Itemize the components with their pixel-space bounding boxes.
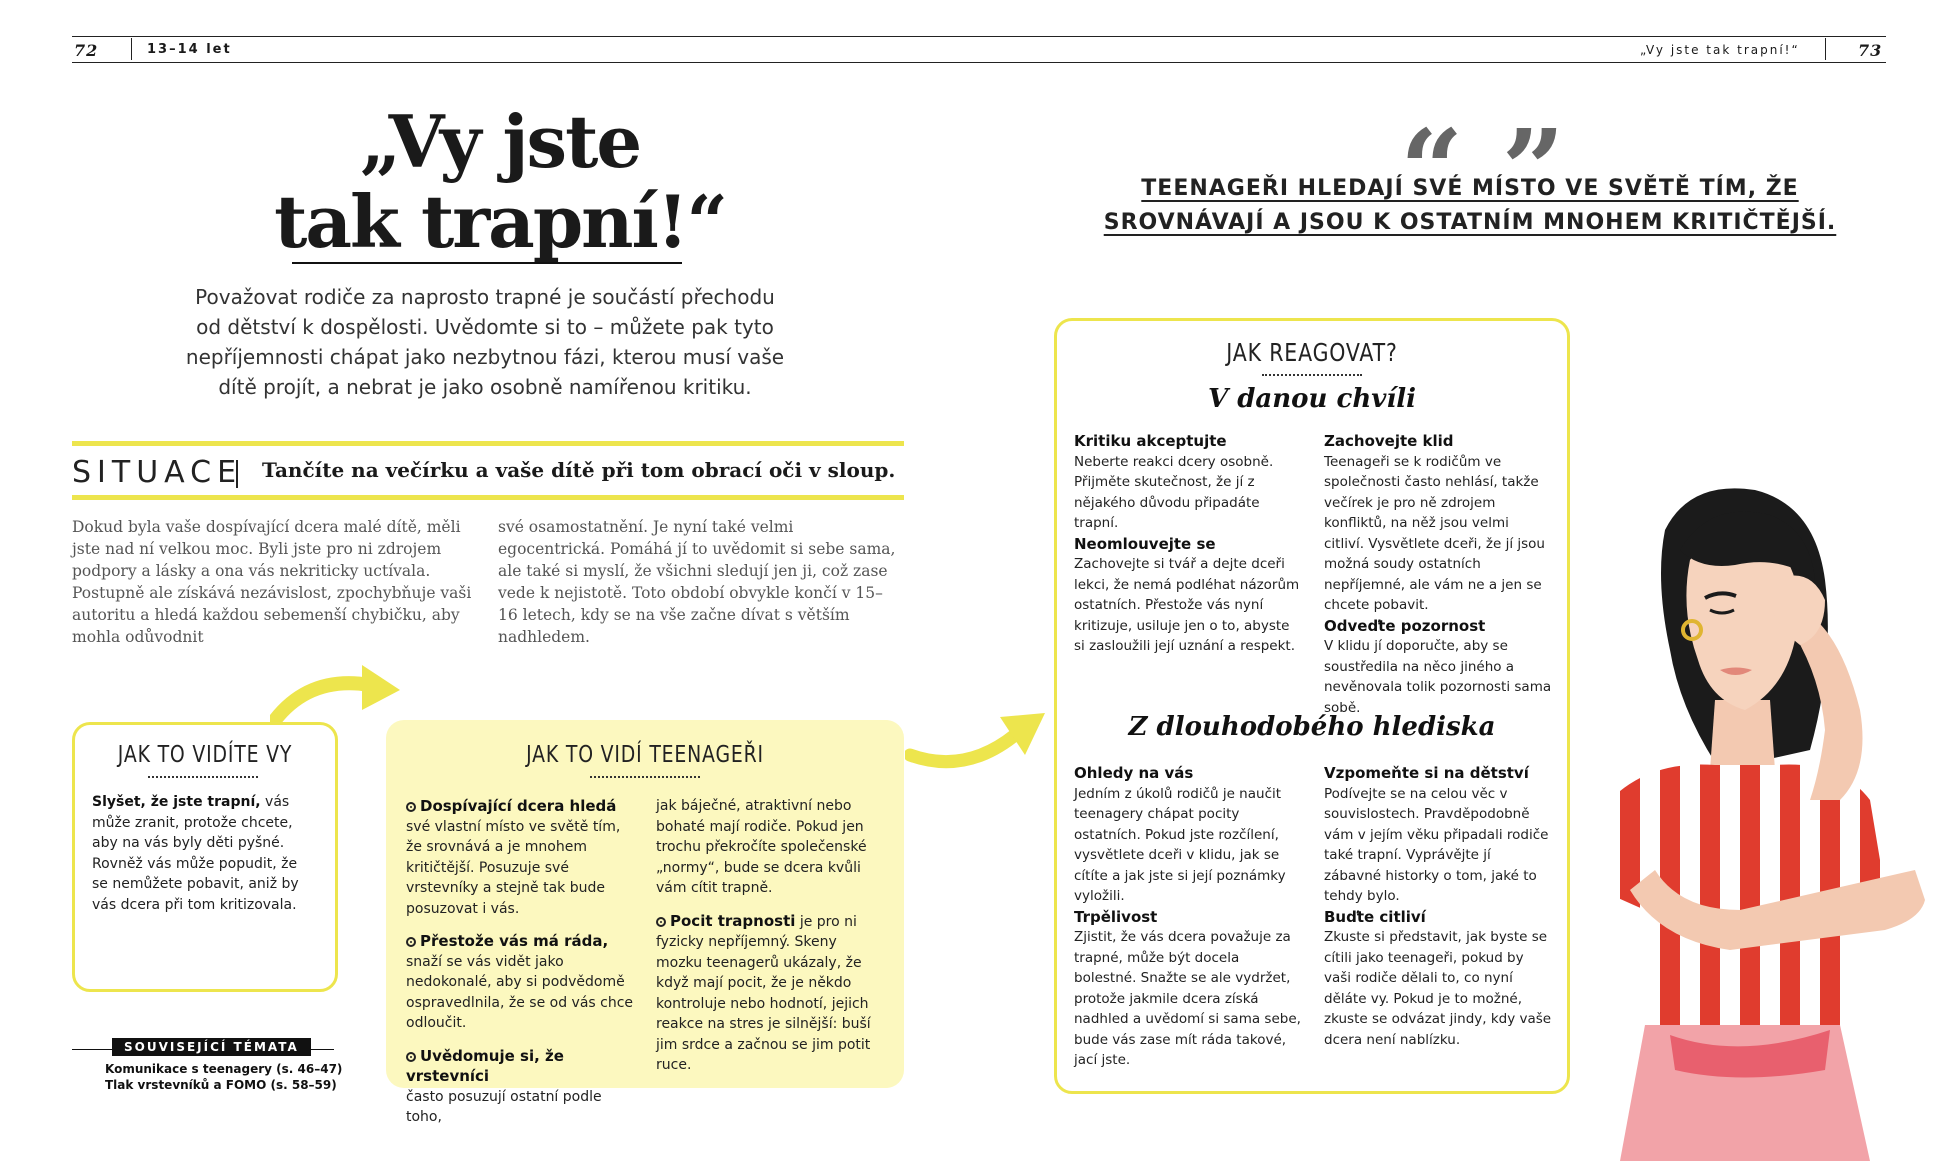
right-running-title: „Vy jste tak trapní!“ [1640, 43, 1800, 57]
pull-quote: TEENAGEŘI HLEDAJÍ SVÉ MÍSTO VE SVĚTĚ TÍM, ŽE SROVNÁVAJÍ A JSOU K OSTATNÍM MNOHEM KRITIČTĚJŠÍ. [1103, 176, 1837, 235]
jak-vidi-item [406, 1046, 638, 1128]
header-rule-top [72, 36, 1886, 37]
jak-vidi-rule [590, 776, 700, 778]
react-item [1324, 763, 1552, 907]
page-title-line-2: tak trapní!“ [274, 179, 726, 264]
jak-vidi-item-title [406, 1046, 638, 1087]
react-item [1074, 534, 1302, 657]
react-item-title: Kritiku akceptujte [1074, 432, 1227, 450]
bullet-icon [406, 937, 416, 947]
react-item [1324, 431, 1552, 616]
react-item-title: Buďte citliví [1324, 907, 1426, 926]
react-item [1324, 616, 1552, 719]
react-item-title: Ohledy na vás [1074, 764, 1194, 782]
react-now-col-2 [1324, 431, 1552, 718]
jak-vidi-item-title [406, 931, 638, 952]
bullet-icon [406, 1052, 416, 1062]
jak-vidite-bold: Slyšet, že jste trapní, [92, 794, 261, 810]
jak-vidi-item [656, 911, 886, 1076]
situace-column-1: Dokud byla vaše dospívající dcera malé dítě, měli jste nad ní velkou moc. Byli jste pro ni zdrojem podpory a lásky a ona vás nekriticky uctívala. Postupně ale získává nezávislost, zpochybňuje vaši autoritu a hledá každou sebemenší chybičku, aby mohla odůvodnit [72, 518, 472, 646]
related-label: SOUVISEJÍCÍ TÉMATA [112, 1038, 311, 1056]
jak-vidite-rule [148, 776, 258, 778]
react-item-text: Teenageři se k rodičům ve společnosti často nehlásí, takže večírek je pro ně zdrojem konfliktů, na něž jsou velmi citliví. Vysvětlete dceři, že jí jsou možná soudy ostatních nepříjemné, ale vám ne a jen se chcete pobavit. [1324, 453, 1545, 613]
page-title [260, 99, 740, 264]
react-item-title: Neomlouvejte se [1074, 534, 1216, 553]
jak-vidi-item-bold: Pocit trapnosti [670, 911, 796, 930]
situace-column-2: své osamostatnění. Je nyní také velmi egocentrická. Pomáhá jí to uvědomit si sebe sama, ale také si myslí, že všichni sledují jen ji, což zase vede k nejistotě. Toto období obvykle končí v 15–16 letech, kdy se na vše začne dívat s větším nadhledem. [498, 518, 896, 646]
react-item [1074, 907, 1302, 1071]
jak-vidi-col-1 [406, 796, 638, 1128]
react-long-col-1 [1074, 763, 1302, 1071]
react-item-title: Vzpomeňte si na dětství [1324, 764, 1529, 782]
jak-vidi-col2-text: jak báječné, atraktivní nebo bohaté mají rodiče. Pokud jen trochu překročíte společenské „normy“, bude se dcera kvůli vám cítit trapně. [656, 798, 867, 896]
jak-vidi-item-bold: Přestože vás má ráda, [420, 932, 609, 950]
react-item-text: V klidu jí doporučte, aby se soustředila na něco jiného a nevěnovala tolik pozornosti sama sobě. [1324, 638, 1552, 716]
react-item-text: Jedním z úkolů rodičů je naučit teenagery chápat pocity ostatních. Pokud jste rozčílení, vysvětlete dceři v klidu, jak se cítíte a jak jste si její poznámky vyložili. [1074, 785, 1286, 904]
jak-vidi-item-title [406, 796, 638, 817]
intro-paragraph: Považovat rodiče za naprosto trapné je součástí přechodu od dětství k dospělosti. Uvědomte si to – můžete pak tyto nepříjemnosti chápat jako nezbytnou fázi, kterou musí vaše dítě projít, a nebrat je jako osobně namířenou kritiku. [185, 285, 785, 399]
react-item-text: Podívejte se na celou věc v souvislostech. Pravděpodobně vám v jejím věku připadali rodiče také trapní. Vyprávějte jí zábavné historky o tom, jaké to tehdy bylo. [1324, 785, 1549, 904]
react-long-heading: Z dlouhodobého hlediska [1128, 712, 1496, 742]
jak-vidite-body: vás může zranit, protože chcete, aby na vás byly děti pyšné. Rovněž vás může popudit, že se nemůžete pobavit, aniž by vás dcera při tom kritizovala. [92, 794, 299, 913]
header-divider-left [131, 38, 132, 60]
jak-vidi-item-text: své vlastní místo ve světě tím, že srovnává a je mnohem kritičtější. Posuzuje své vrstevníky a stejně tak bude posuzovat i vás. [406, 818, 621, 917]
react-now-heading: V danou chvíli [1208, 384, 1416, 414]
header-rule-bottom [72, 62, 1886, 63]
react-item [1074, 763, 1302, 907]
jak-vidi-item-text: často posuzují ostatní podle toho, [406, 1088, 602, 1125]
situace-bottom-bar [72, 495, 904, 500]
jak-vidi-item [406, 931, 638, 1034]
header-divider-right [1825, 38, 1826, 60]
situace-top-bar [72, 441, 904, 446]
react-item-text: Zachovejte si tvář a dejte dceři lekci, že nemá podléhat názorům ostatních. Přestože vás nyní kritizuje, usiluje jen o to, abyste si zasloužili její uznání a respekt. [1074, 556, 1300, 654]
jak-vidi-item-bold: Dospívající dcera hledá [420, 797, 617, 815]
left-section-label: 13–14 let [147, 42, 232, 57]
jak-vidi-item [406, 796, 638, 919]
left-page-number: 72 [74, 41, 99, 60]
right-page-number: 73 [1858, 41, 1883, 60]
title-underline [292, 262, 682, 264]
related-item[interactable]: Tlak vrstevníků a FOMO (s. 58–59) [105, 1078, 337, 1092]
related-item[interactable]: Komunikace s teenagery (s. 46–47) [105, 1062, 343, 1076]
react-item-title: Zachovejte klid [1324, 432, 1454, 450]
react-item-text: Zkuste si představit, jak byste se cítili jako teenageři, pokud by vaši rodiče dělali to, co nyní děláte vy. Pokud je to možné, zkuste se odvázat jindy, kdy vaše dcera není nablízku. [1324, 929, 1552, 1048]
jak-vidi-item-text: snaží se vás vidět jako nedokonalé, aby si podvědomě ospravedlnila, že se od vás chce odloučit. [406, 953, 634, 1031]
react-heading: JAK REAGOVAT? [1226, 338, 1398, 367]
react-rule [1262, 374, 1362, 376]
arrow-to-react-icon [905, 705, 1055, 775]
jak-vidite-text [92, 792, 312, 915]
react-item-text: Zjistit, že vás dcera považuje za trapné, může být docela bolestné. Snažte se ale vydržet, protože jakmile dcera získá nadhled a uvědomí si sama sebe, bude vás zase mít ráda takové, jací jste. [1074, 929, 1301, 1068]
react-now-col-1 [1074, 431, 1302, 657]
quote-marks-icon: “ ” [1400, 105, 1565, 234]
react-item [1324, 907, 1552, 1051]
situace-label: SITUACE [72, 455, 243, 490]
react-item-title: Odveďte pozornost [1324, 616, 1486, 635]
page-title-line-1: „Vy jste [359, 99, 641, 184]
jak-vidi-col-2 [656, 796, 886, 1076]
teen-girl-illustration [1540, 470, 1940, 1161]
jak-vidi-item-text: je pro ni fyzicky nepříjemný. Skeny mozku teenagerů ukázaly, že když mají pocit, že je někdo kontroluje nebo hodnotí, jejich reakce na stres je silnější: buší jim srdce a začnou se jim potit ruce. [656, 913, 871, 1073]
react-item-title: Trpělivost [1074, 907, 1158, 926]
jak-vidi-heading: JAK TO VIDÍ TEENAGEŘI [526, 742, 764, 768]
react-item [1074, 431, 1302, 534]
react-long-col-2 [1324, 763, 1552, 1050]
jak-vidite-heading: JAK TO VIDÍTE VY [117, 742, 293, 768]
bullet-icon [406, 802, 416, 812]
react-item-text: Neberte reakci dcery osobně. Přijměte skutečnost, že jí z nějakého důvodu připadáte trapní. [1074, 453, 1274, 531]
situace-divider [236, 460, 238, 488]
jak-vidi-item-bold: Uvědomuje si, že vrstevníci [406, 1046, 564, 1085]
situace-headline: Tančíte na večírku a vaše dítě při tom obrací oči v sloup. [262, 458, 896, 482]
bullet-icon [656, 917, 666, 927]
